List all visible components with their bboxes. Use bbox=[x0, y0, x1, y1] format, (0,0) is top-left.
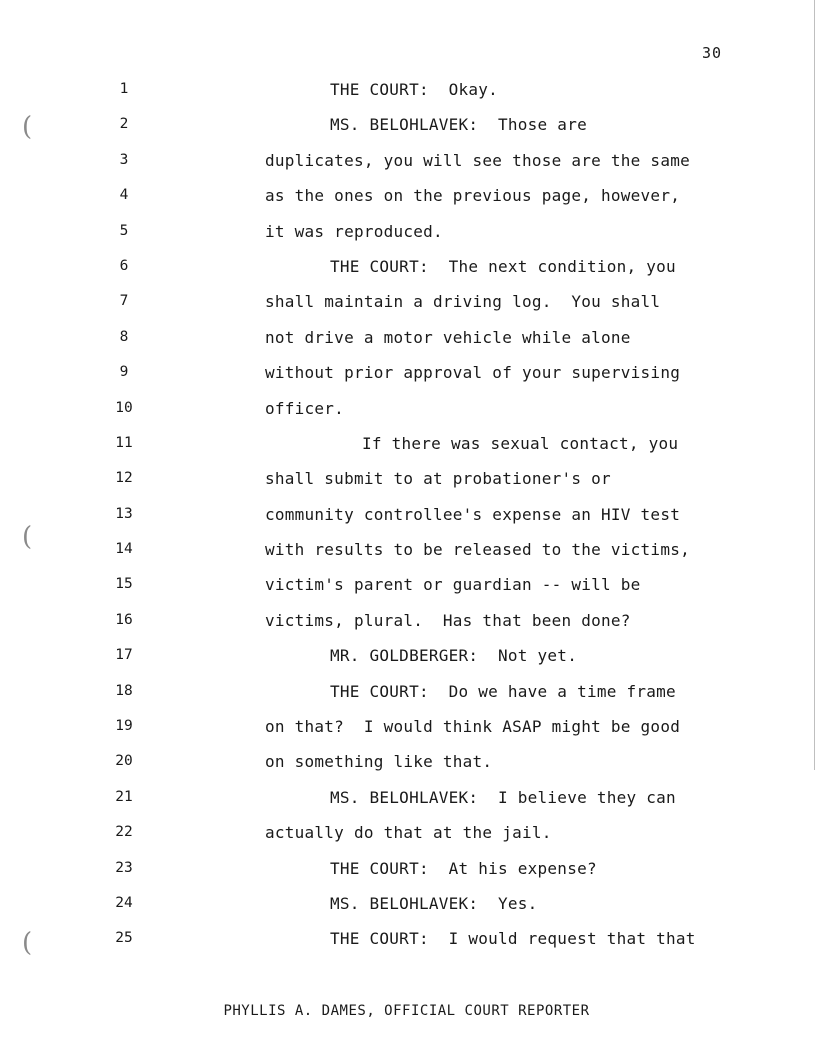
line-number: 16 bbox=[115, 611, 133, 628]
margin-scan-mark: ( bbox=[22, 112, 33, 142]
line-number: 11 bbox=[115, 434, 133, 451]
line-number: 17 bbox=[115, 647, 133, 664]
line-text: as the ones on the previous page, however, bbox=[265, 186, 681, 206]
line-text: THE COURT: I would request that that bbox=[330, 929, 696, 949]
transcript-line bbox=[0, 320, 817, 355]
line-number: 23 bbox=[115, 859, 133, 876]
line-text: MS. BELOHLAVEK: Yes. bbox=[330, 893, 538, 913]
line-number: 24 bbox=[115, 894, 133, 911]
transcript-line bbox=[0, 532, 817, 567]
transcript-line bbox=[0, 921, 817, 956]
line-number: 1 bbox=[119, 81, 129, 97]
line-text: without prior approval of your supervising bbox=[265, 363, 681, 383]
transcript-line bbox=[0, 744, 817, 779]
transcript-line bbox=[0, 638, 817, 673]
transcript-line bbox=[0, 461, 817, 496]
line-text: it was reproduced. bbox=[265, 221, 443, 241]
line-text: community controllee's expense an HIV test bbox=[265, 504, 681, 524]
line-number: 25 bbox=[115, 930, 133, 947]
transcript-line bbox=[0, 851, 817, 886]
transcript-line bbox=[0, 886, 817, 921]
page-number: 30 bbox=[702, 44, 723, 62]
line-number: 4 bbox=[119, 187, 129, 204]
line-text: duplicates, you will see those are the same bbox=[265, 150, 690, 170]
margin-scan-mark: ( bbox=[22, 522, 33, 552]
line-text: with results to be released to the victims, bbox=[265, 540, 690, 560]
line-number: 2 bbox=[119, 116, 129, 133]
transcript-line bbox=[0, 391, 817, 426]
line-number: 6 bbox=[119, 257, 129, 274]
transcript-line bbox=[0, 249, 817, 284]
line-number: 10 bbox=[115, 399, 133, 416]
line-text: THE COURT: At his expense? bbox=[330, 858, 597, 878]
margin-scan-mark: ( bbox=[22, 928, 33, 958]
line-text: THE COURT: Do we have a time frame bbox=[330, 681, 676, 701]
line-number: 18 bbox=[115, 682, 133, 699]
line-number: 3 bbox=[119, 151, 129, 168]
transcript-line bbox=[0, 709, 817, 744]
line-text: on something like that. bbox=[265, 752, 493, 772]
line-text: THE COURT: Okay. bbox=[330, 80, 499, 99]
transcript-body bbox=[0, 72, 817, 957]
line-text: not drive a motor vehicle while alone bbox=[265, 327, 631, 347]
line-number: 8 bbox=[119, 328, 129, 345]
line-text: victim's parent or guardian -- will be bbox=[265, 575, 641, 595]
transcript-line bbox=[0, 815, 817, 850]
transcript-line bbox=[0, 567, 817, 602]
line-text: If there was sexual contact, you bbox=[362, 433, 679, 453]
line-number: 22 bbox=[115, 824, 133, 841]
court-reporter-footer: PHYLLIS A. DAMES, OFFICIAL COURT REPORTER bbox=[223, 1003, 590, 1019]
line-text: MR. GOLDBERGER: Not yet. bbox=[330, 646, 578, 666]
line-number: 9 bbox=[119, 364, 129, 381]
line-text: actually do that at the jail. bbox=[265, 823, 552, 843]
transcript-line bbox=[0, 214, 817, 249]
transcript-line bbox=[0, 497, 817, 532]
transcript-line bbox=[0, 355, 817, 390]
transcript-line bbox=[0, 674, 817, 709]
line-number: 12 bbox=[115, 470, 133, 487]
line-text: shall submit to at probationer's or bbox=[265, 469, 611, 489]
line-number: 13 bbox=[115, 505, 133, 522]
transcript-line bbox=[0, 426, 817, 461]
line-text: on that? I would think ASAP might be good bbox=[265, 717, 681, 737]
line-text: officer. bbox=[265, 398, 345, 418]
transcript-line bbox=[0, 603, 817, 638]
transcript-line bbox=[0, 178, 817, 213]
line-number: 21 bbox=[115, 788, 133, 805]
line-text: MS. BELOHLAVEK: Those are bbox=[330, 115, 587, 135]
transcript-line bbox=[0, 780, 817, 815]
line-text: victims, plural. Has that been done? bbox=[265, 610, 631, 630]
line-number: 15 bbox=[115, 576, 133, 593]
line-number: 19 bbox=[115, 718, 133, 735]
line-number: 5 bbox=[119, 222, 129, 239]
transcript-line bbox=[0, 284, 817, 319]
line-text: MS. BELOHLAVEK: I believe they can bbox=[330, 787, 676, 807]
transcript-line bbox=[0, 143, 817, 178]
transcript-line bbox=[0, 107, 817, 142]
line-number: 20 bbox=[115, 753, 133, 770]
line-number: 14 bbox=[115, 541, 133, 558]
transcript-line bbox=[0, 72, 817, 107]
line-text: shall maintain a driving log. You shall bbox=[265, 292, 661, 312]
line-text: THE COURT: The next condition, you bbox=[330, 256, 676, 276]
line-number: 7 bbox=[119, 293, 129, 310]
